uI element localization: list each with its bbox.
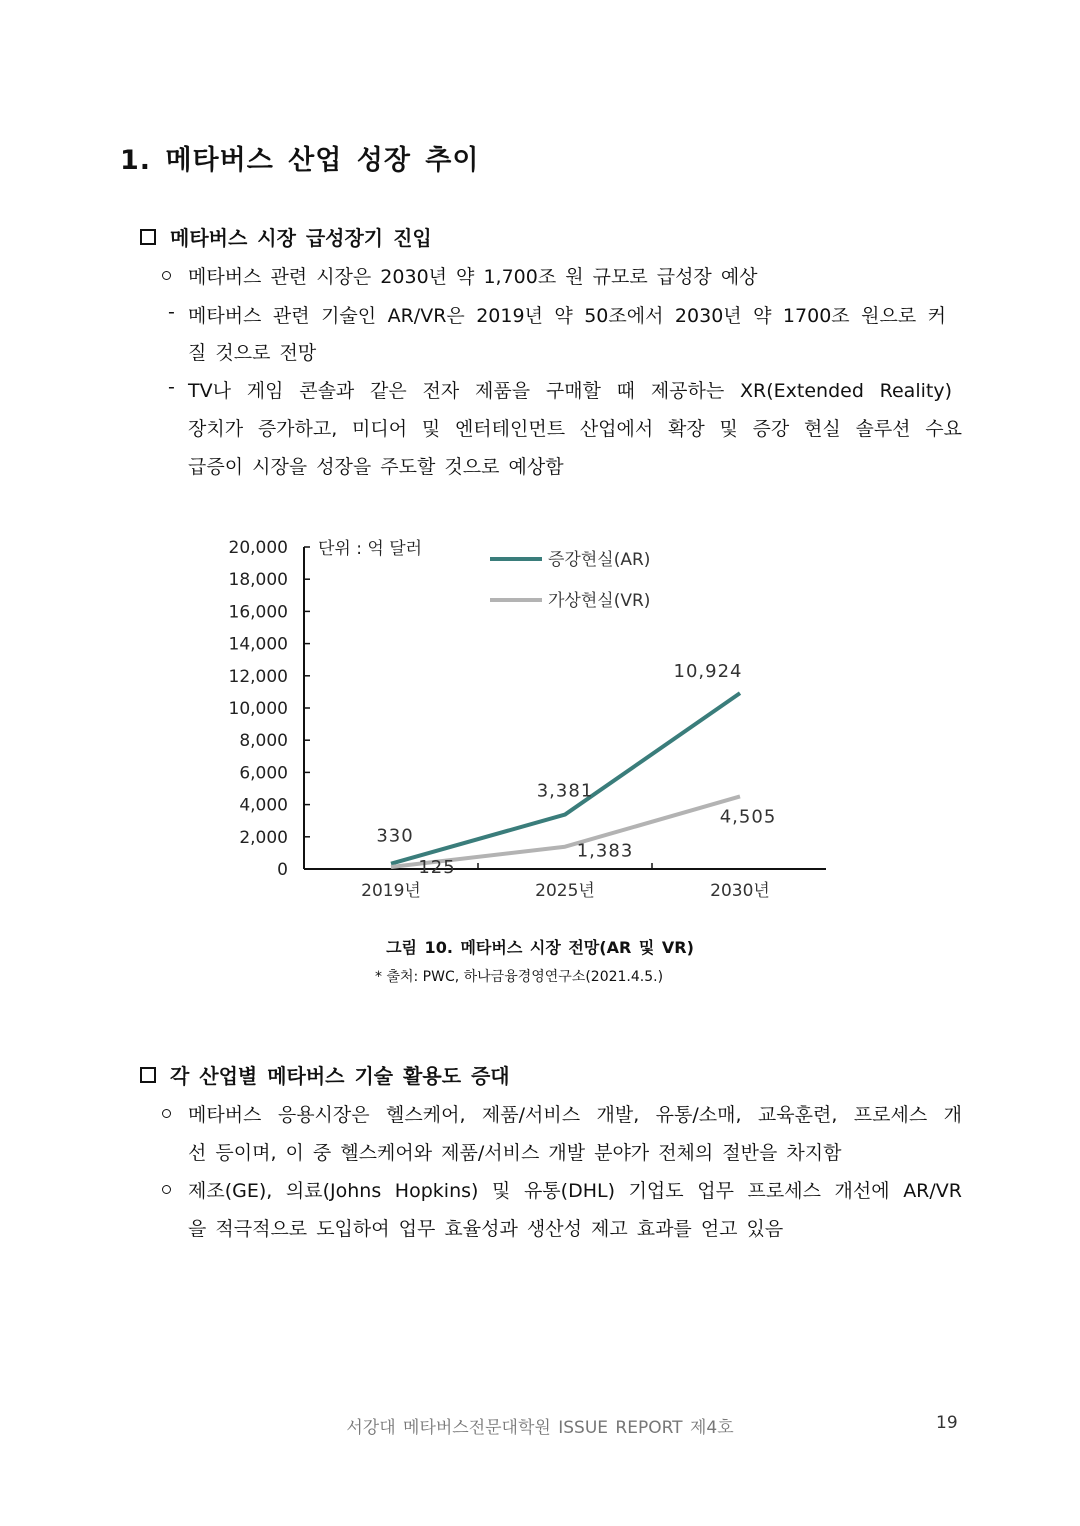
- y-tick-label: 0: [277, 860, 288, 880]
- checkbox-square-icon: [140, 1067, 156, 1083]
- data-label-vr: 4,505: [719, 806, 777, 828]
- data-label-vr: 1,383: [576, 840, 634, 862]
- page-title: 1. 메타버스 산업 성장 추이: [120, 145, 480, 176]
- y-tick-label: 14,000: [228, 634, 288, 655]
- dash-text-cont: 급증이 시장을 성장을 주도할 것으로 예상함: [188, 456, 564, 478]
- section-heading-market: [140, 222, 432, 251]
- bullet-text: 제조(GE), 의료(Johns Hopkins) 및 유통(DHL) 기업도 업무 프로세스 개선에 AR/VR: [188, 1180, 962, 1202]
- bullet-text-cont: 선 등이며, 이 중 헬스케어와 제품/서비스 개발 분야가 전체의 절반을 차지함: [188, 1142, 842, 1164]
- section-heading-industry-text: 각 산업별 메타버스 기술 활용도 증대: [170, 1064, 510, 1088]
- series-line-vr: [391, 796, 740, 867]
- y-tick-label: 2,000: [239, 827, 288, 848]
- data-label-vr: 125: [418, 856, 456, 878]
- page-footer: 서강대 메타버스전문대학원 ISSUE REPORT 제4호: [346, 1418, 734, 1438]
- y-tick-label: 6,000: [239, 763, 288, 784]
- figure-source: * 출처: PWC, 하나금융경영연구소(2021.4.5.): [375, 969, 664, 985]
- data-label-ar: 330: [376, 825, 414, 847]
- dash-text: 메타버스 관련 기술인 AR/VR은 2019년 약 50조에서 2030년 약 1700조 원으로 커: [188, 305, 946, 327]
- dash-text-cont: 질 것으로 전망: [188, 342, 317, 364]
- x-tick-label: 2025년: [535, 881, 595, 901]
- x-tick-label: 2030년: [710, 881, 770, 901]
- section-heading-market-text: 메타버스 시장 급성장기 진입: [170, 226, 432, 250]
- dash-bullet: -: [168, 301, 175, 323]
- y-tick-label: 4,000: [239, 795, 288, 816]
- bullet-text: 메타버스 관련 시장은 2030년 약 1,700조 원 규모로 급성장 예상: [188, 266, 758, 288]
- bullet-text: 메타버스 응용시장은 헬스케어, 제품/서비스 개발, 유통/소매, 교육훈련, 프로세스 개: [188, 1104, 962, 1126]
- page-number: 19: [936, 1413, 958, 1433]
- y-tick-label: 8,000: [239, 731, 288, 752]
- y-tick-label: 10,000: [228, 699, 288, 719]
- figure-caption: 그림 10. 메타버스 시장 전망(AR 및 VR): [386, 938, 694, 957]
- circle-bullet-icon: [162, 1109, 171, 1118]
- data-label-ar: 3,381: [536, 780, 594, 802]
- y-tick-label: 18,000: [228, 570, 288, 591]
- dash-text-cont: 장치가 증가하고, 미디어 및 엔터테인먼트 산업에서 확장 및 증강 현실 솔루션 수요: [188, 418, 962, 440]
- legend-label-ar: 증강현실(AR): [548, 550, 651, 570]
- data-label-ar: 10,924: [673, 661, 743, 683]
- y-tick-label: 12,000: [228, 666, 288, 687]
- x-tick-label: 2019년: [361, 881, 421, 901]
- circle-bullet-icon: [162, 271, 171, 280]
- y-tick-label: 16,000: [228, 602, 288, 623]
- circle-bullet-icon: [162, 1185, 171, 1194]
- unit-label: 단위 : 억 달러: [318, 539, 423, 559]
- series-line-ar: [391, 693, 740, 864]
- section-heading-industry: [140, 1060, 510, 1089]
- y-tick-label: 20,000: [228, 538, 288, 558]
- dash-text: TV나 게임 콘솔과 같은 전자 제품을 구매할 때 제공하는 XR(Extended Reality): [188, 380, 952, 402]
- legend-label-vr: 가상현실(VR): [548, 591, 651, 611]
- dash-bullet: -: [168, 376, 175, 398]
- checkbox-square-icon: [140, 229, 156, 245]
- bullet-text-cont: 을 적극적으로 도입하여 업무 효율성과 생산성 제고 효과를 얻고 있음: [188, 1218, 784, 1240]
